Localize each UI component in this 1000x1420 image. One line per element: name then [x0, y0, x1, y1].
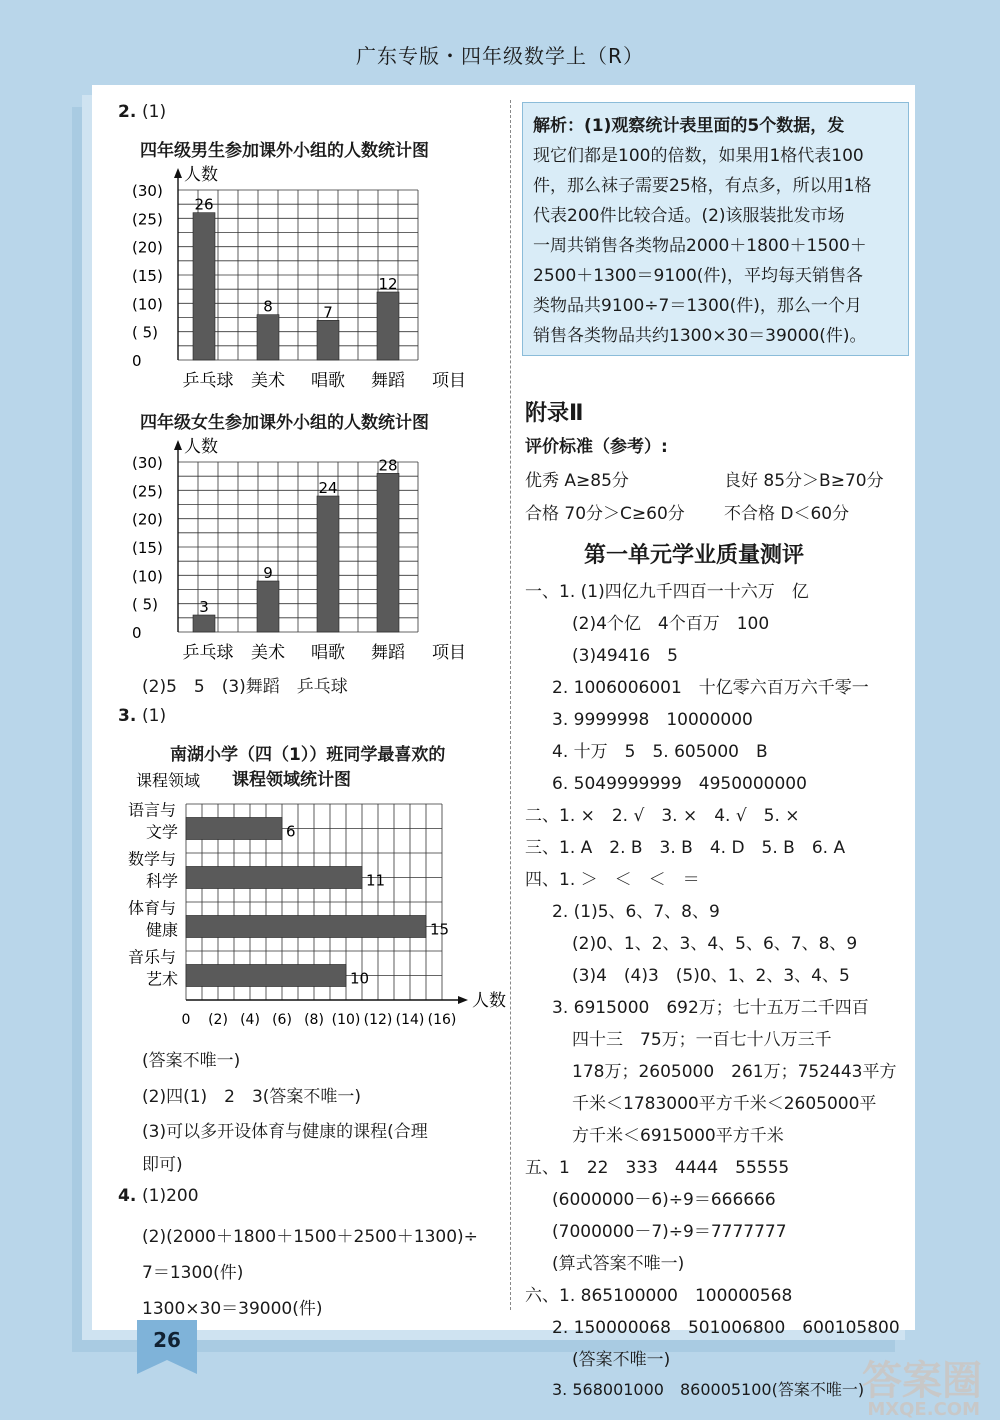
q3-part1: (1): [142, 706, 167, 726]
answer-line: 三、1. A 2. B 3. B 4. D 5. B 6. A: [525, 838, 846, 858]
chart3-ytick: 体育与: [128, 898, 177, 918]
chart3-ytick: 文学: [146, 822, 179, 842]
q4-part2a: (2)(2000＋1800＋1500＋2500＋1300)÷: [142, 1227, 478, 1247]
answer-line: 五、1 22 333 4444 55555: [525, 1158, 790, 1178]
chart1-xtick: 乒乓球: [182, 371, 234, 391]
criteria-c: 合格 70分＞C≥60分: [525, 504, 685, 524]
chart2-ylabel: 人数: [184, 437, 218, 457]
chart3-bar: [186, 817, 282, 839]
criteria-a: 优秀 A≥85分: [525, 471, 629, 491]
chart3-xtick: 0: [181, 1012, 191, 1028]
watermark-logo: 答案圈: [862, 1358, 982, 1404]
chart1-data-label: 7: [323, 303, 333, 322]
page-header: 广东专版・四年级数学上（R）: [356, 44, 644, 68]
answer-line: 四、1. ＞ ＜ ＜ ＝: [525, 870, 700, 890]
q4-part2b: 7＝1300(件): [142, 1263, 244, 1283]
chart2-ytick: (25): [132, 482, 163, 501]
watermark-url: MXQE.COM: [867, 1399, 980, 1420]
chart1-ytick: 0: [132, 352, 142, 370]
chart2-ytick: 0: [132, 624, 142, 642]
chart2-ytick: (15): [132, 539, 163, 557]
chart3-bar: [186, 915, 426, 937]
answer-line: (2)4个亿 4个百万 100: [572, 614, 770, 634]
chart3-ytick: 健康: [146, 920, 179, 940]
chart2-bar: [193, 615, 215, 632]
chart3-xtick: (14): [395, 1012, 425, 1028]
chart2-bar: [317, 496, 339, 632]
appendix-title: 附录Ⅱ: [525, 401, 584, 426]
chart2-bar: [257, 581, 279, 632]
chart3-data-label: 11: [366, 871, 386, 890]
chart3-xtick: (16): [427, 1012, 457, 1028]
chart1-ytick: (20): [132, 238, 163, 257]
q3-part3b: 即可): [142, 1155, 183, 1175]
chart1-ytick: (10): [132, 295, 163, 314]
q4-part3: 1300×30＝39000(件): [142, 1299, 323, 1319]
analysis-line: 类物品共9100÷7＝1300(件)，那么一个月: [533, 296, 862, 316]
chart3-xlabel: 人数: [472, 991, 506, 1011]
chart3-x-arrow: [458, 996, 468, 1004]
analysis-line: 件，那么袜子需要25格，有点多，所以用1格: [533, 176, 872, 196]
answer-line: (答案不唯一): [572, 1350, 671, 1370]
answer-line: 178万；2605000 261万；752443平方: [572, 1062, 897, 1082]
chart3-xtick: (10): [331, 1012, 361, 1028]
chart1-bar: [257, 315, 279, 360]
q4-label: 4.: [118, 1186, 137, 1206]
answer-line: 四十三 75万；一百七十八万三千: [572, 1030, 832, 1050]
chart2-xtick: 乒乓球: [182, 643, 234, 663]
chart1-ylabel: 人数: [184, 165, 218, 185]
q3-part2: (2)四(1) 2 3(答案不唯一): [142, 1087, 362, 1107]
chart3-data-label: 6: [286, 822, 296, 841]
chart1-xlabel: 项目: [432, 371, 466, 391]
q2-part1: (1): [142, 102, 167, 122]
chart3-ytick: 语言与: [128, 800, 177, 820]
chart2-xtick: 美术: [251, 643, 285, 663]
chart1-bar: [193, 213, 215, 360]
chart-girls: [130, 432, 480, 664]
chart3-xtick: (4): [240, 1012, 260, 1028]
chart3-data-label: 15: [430, 920, 450, 939]
chart3-ytick: 艺术: [146, 969, 179, 989]
chart3-xtick: (12): [363, 1012, 393, 1028]
answer-line: 3. 568001000 860005100(答案不唯一): [552, 1380, 865, 1399]
page-number: 26: [137, 1320, 197, 1360]
answer-line: 3. 6915000 692万；七十五万二千四百: [552, 998, 869, 1018]
answer-line: (算式答案不唯一): [552, 1254, 685, 1274]
chart1-ytick: ( 5): [132, 323, 159, 342]
answer-line: 2. 150000068 501006800 600105800: [552, 1318, 900, 1338]
chart2-data-label: 3: [199, 598, 209, 616]
q3-note: (答案不唯一): [142, 1051, 241, 1071]
criteria-b: 良好 85分＞B≥70分: [724, 471, 884, 491]
analysis-line: 销售各类物品共约1300×30＝39000(件)。: [533, 326, 867, 346]
chart1-data-label: 12: [378, 275, 398, 293]
chart2-data-label: 24: [318, 479, 338, 497]
analysis-line: 解析：(1)观察统计表里面的5个数据，发: [533, 116, 845, 136]
chart2-ytick: (20): [132, 510, 163, 529]
answer-line: 4. 十万 5 5. 605000 B: [552, 742, 768, 762]
answer-line: (3)49416 5: [572, 646, 678, 666]
chart1-ytick: (15): [132, 267, 163, 285]
answer-line: 六、1. 865100000 100000568: [525, 1286, 793, 1306]
chart1-bar: [377, 292, 399, 360]
chart2-ytick: ( 5): [132, 595, 159, 614]
chart3-ylabel: 课程领域: [136, 771, 201, 790]
q2-part2: (2)5 5 (3)舞蹈 乒乓球: [142, 677, 348, 697]
chart3-ytick: 科学: [146, 871, 179, 891]
answer-line: 方千米＜6915000平方千米: [572, 1126, 784, 1146]
answer-line: (2)0、1、2、3、4、5、6、7、8、9: [572, 934, 858, 954]
chart1-xtick: 舞蹈: [371, 371, 405, 391]
chart-boys: [130, 160, 480, 392]
chart1-y-arrow: [174, 168, 182, 178]
chart2-y-arrow: [174, 440, 182, 450]
answer-line: (6000000－6)÷9＝666666: [552, 1190, 776, 1210]
chart1-xtick: 唱歌: [311, 371, 345, 391]
chart3-data-label: 10: [350, 969, 370, 988]
chart1-ytick: (30): [132, 182, 163, 200]
chart2-xtick: 唱歌: [311, 643, 345, 663]
chart3-ytick: 音乐与: [128, 947, 177, 967]
answer-line: 3. 9999998 10000000: [552, 710, 753, 730]
chart1-data-label: 8: [263, 297, 273, 316]
column-divider: [510, 100, 511, 1310]
answer-line: 二、1. × 2. √ 3. × 4. √ 5. ×: [525, 806, 800, 826]
chart2-data-label: 9: [263, 564, 273, 582]
chart3-xtick: (8): [304, 1012, 324, 1028]
chart1-bar: [317, 320, 339, 360]
chart2-xtick: 舞蹈: [371, 643, 405, 663]
answer-line: 千米＜1783000平方千米＜2605000平: [572, 1094, 877, 1114]
analysis-line: 2500＋1300＝9100(件)，平均每天销售各: [533, 266, 864, 286]
q2-label: 2.: [118, 102, 137, 122]
answer-line: 2. 1006006001 十亿零六百万六千零一: [552, 678, 869, 698]
chart2-title: 四年级女生参加课外小组的人数统计图: [140, 413, 429, 433]
chart1-data-label: 26: [194, 195, 214, 214]
unit-title: 第一单元学业质量测评: [584, 543, 805, 568]
q3-label: 3.: [118, 706, 137, 726]
analysis-line: 一周共销售各类物品2000＋1800＋1500＋: [533, 236, 867, 256]
answer-line: (7000000－7)÷9＝7777777: [552, 1222, 787, 1242]
analysis-line: 现它们都是100的倍数，如果用1格代表100: [533, 146, 864, 166]
answer-line: 2. (1)5、6、7、8、9: [552, 902, 720, 922]
chart3-bar: [186, 866, 362, 888]
chart3-subtitle: 课程领域统计图: [232, 770, 351, 790]
q3-part3a: (3)可以多开设体育与健康的课程(合理: [142, 1122, 428, 1142]
criteria-d: 不合格 D＜60分: [724, 504, 850, 524]
answer-line: (3)4 (4)3 (5)0、1、2、3、4、5: [572, 966, 850, 986]
chart3-xtick: (6): [272, 1012, 292, 1028]
analysis-box: [522, 102, 909, 356]
chart1-title: 四年级男生参加课外小组的人数统计图: [140, 141, 429, 161]
chart3-title: 南湖小学（四（1））班同学最喜欢的: [170, 745, 446, 765]
criteria-label: 评价标准（参考）:: [525, 437, 668, 457]
answer-line: 一、1. (1)四亿九千四百一十六万 亿: [525, 582, 809, 602]
chart2-bar: [377, 473, 399, 632]
chart3-ytick: 数学与: [128, 849, 177, 869]
chart2-ytick: (30): [132, 454, 163, 472]
chart1-xtick: 美术: [251, 371, 285, 391]
chart2-data-label: 28: [378, 456, 398, 475]
chart1-ytick: (25): [132, 210, 163, 229]
chart3-bar: [186, 964, 346, 986]
q4-part1: (1)200: [142, 1186, 199, 1206]
analysis-line: 代表200件比较合适。(2)该服装批发市场: [533, 206, 845, 226]
chart2-ytick: (10): [132, 567, 163, 586]
chart3-xtick: (2): [208, 1012, 228, 1028]
chart2-xlabel: 项目: [432, 643, 466, 663]
answer-line: 6. 5049999999 4950000000: [552, 774, 807, 794]
